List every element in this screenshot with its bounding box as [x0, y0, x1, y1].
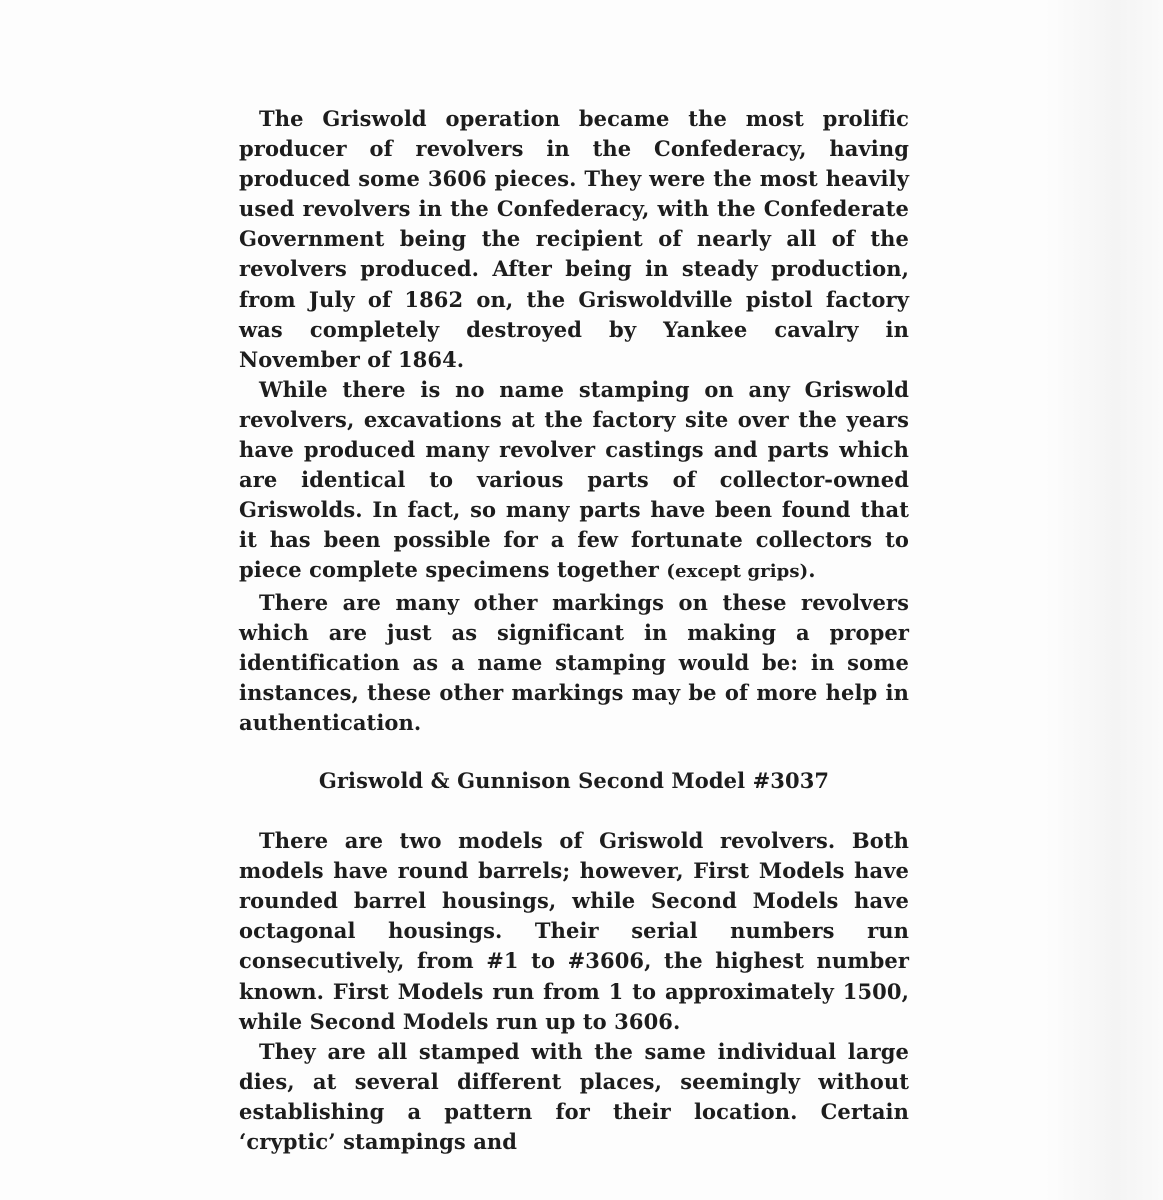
parenthetical-note: (except grips): [666, 561, 809, 583]
section-heading: Griswold & Gunnison Second Model #3037: [318, 767, 830, 793]
paragraph-other-markings: There are many other markings on these revolvers which are just as significant in making a proper identification as a name stamping would be: in some instances, these other markings may be of more help in authentication.: [239, 589, 909, 735]
paragraph-excavations-text: While there is no name stamping on any Griswold revolvers, excavations at the factory site over the years have produced many revolver castings and parts which are identical to various parts of collector-owned Griswolds. In fact, so many parts have been found that it has been possible for a few fortunate collectors to piece complete specimens together: [239, 376, 909, 583]
body-text: [239, 104, 909, 1157]
paragraph-excavations: [239, 375, 909, 588]
page-edge-shadow: [1045, 0, 1163, 1200]
paragraph-production-history: The Griswold operation became the most prolific producer of revolvers in the Confederacy, having produced some 3606 pieces. They were the most heavily used revolvers in the Confederacy, with the Confederate Government being the recipient of nearly all of the revolvers produced. After being in steady production, from July of 1862 on, the Griswoldville pistol factory was completely destroyed by Yankee cavalry in November of 1864.: [239, 106, 909, 372]
paragraph-end-punctuation: .: [808, 557, 816, 583]
paragraph-two-models: There are two models of Griswold revolvers. Both models have round barrels; however, First Models have rounded barrel housings, while Second Models have octagonal housings. Their serial numbers run consecutively, from #1 to #3606, the highest number known. First Models run from 1 to approximately 1500, while Second Models run up to 3606.: [239, 828, 909, 1034]
paragraph-stampings: They are all stamped with the same individual large dies, at several different places, seemingly without establishing a pattern for their location. Certain ‘cryptic’ stampings and: [239, 1038, 909, 1154]
